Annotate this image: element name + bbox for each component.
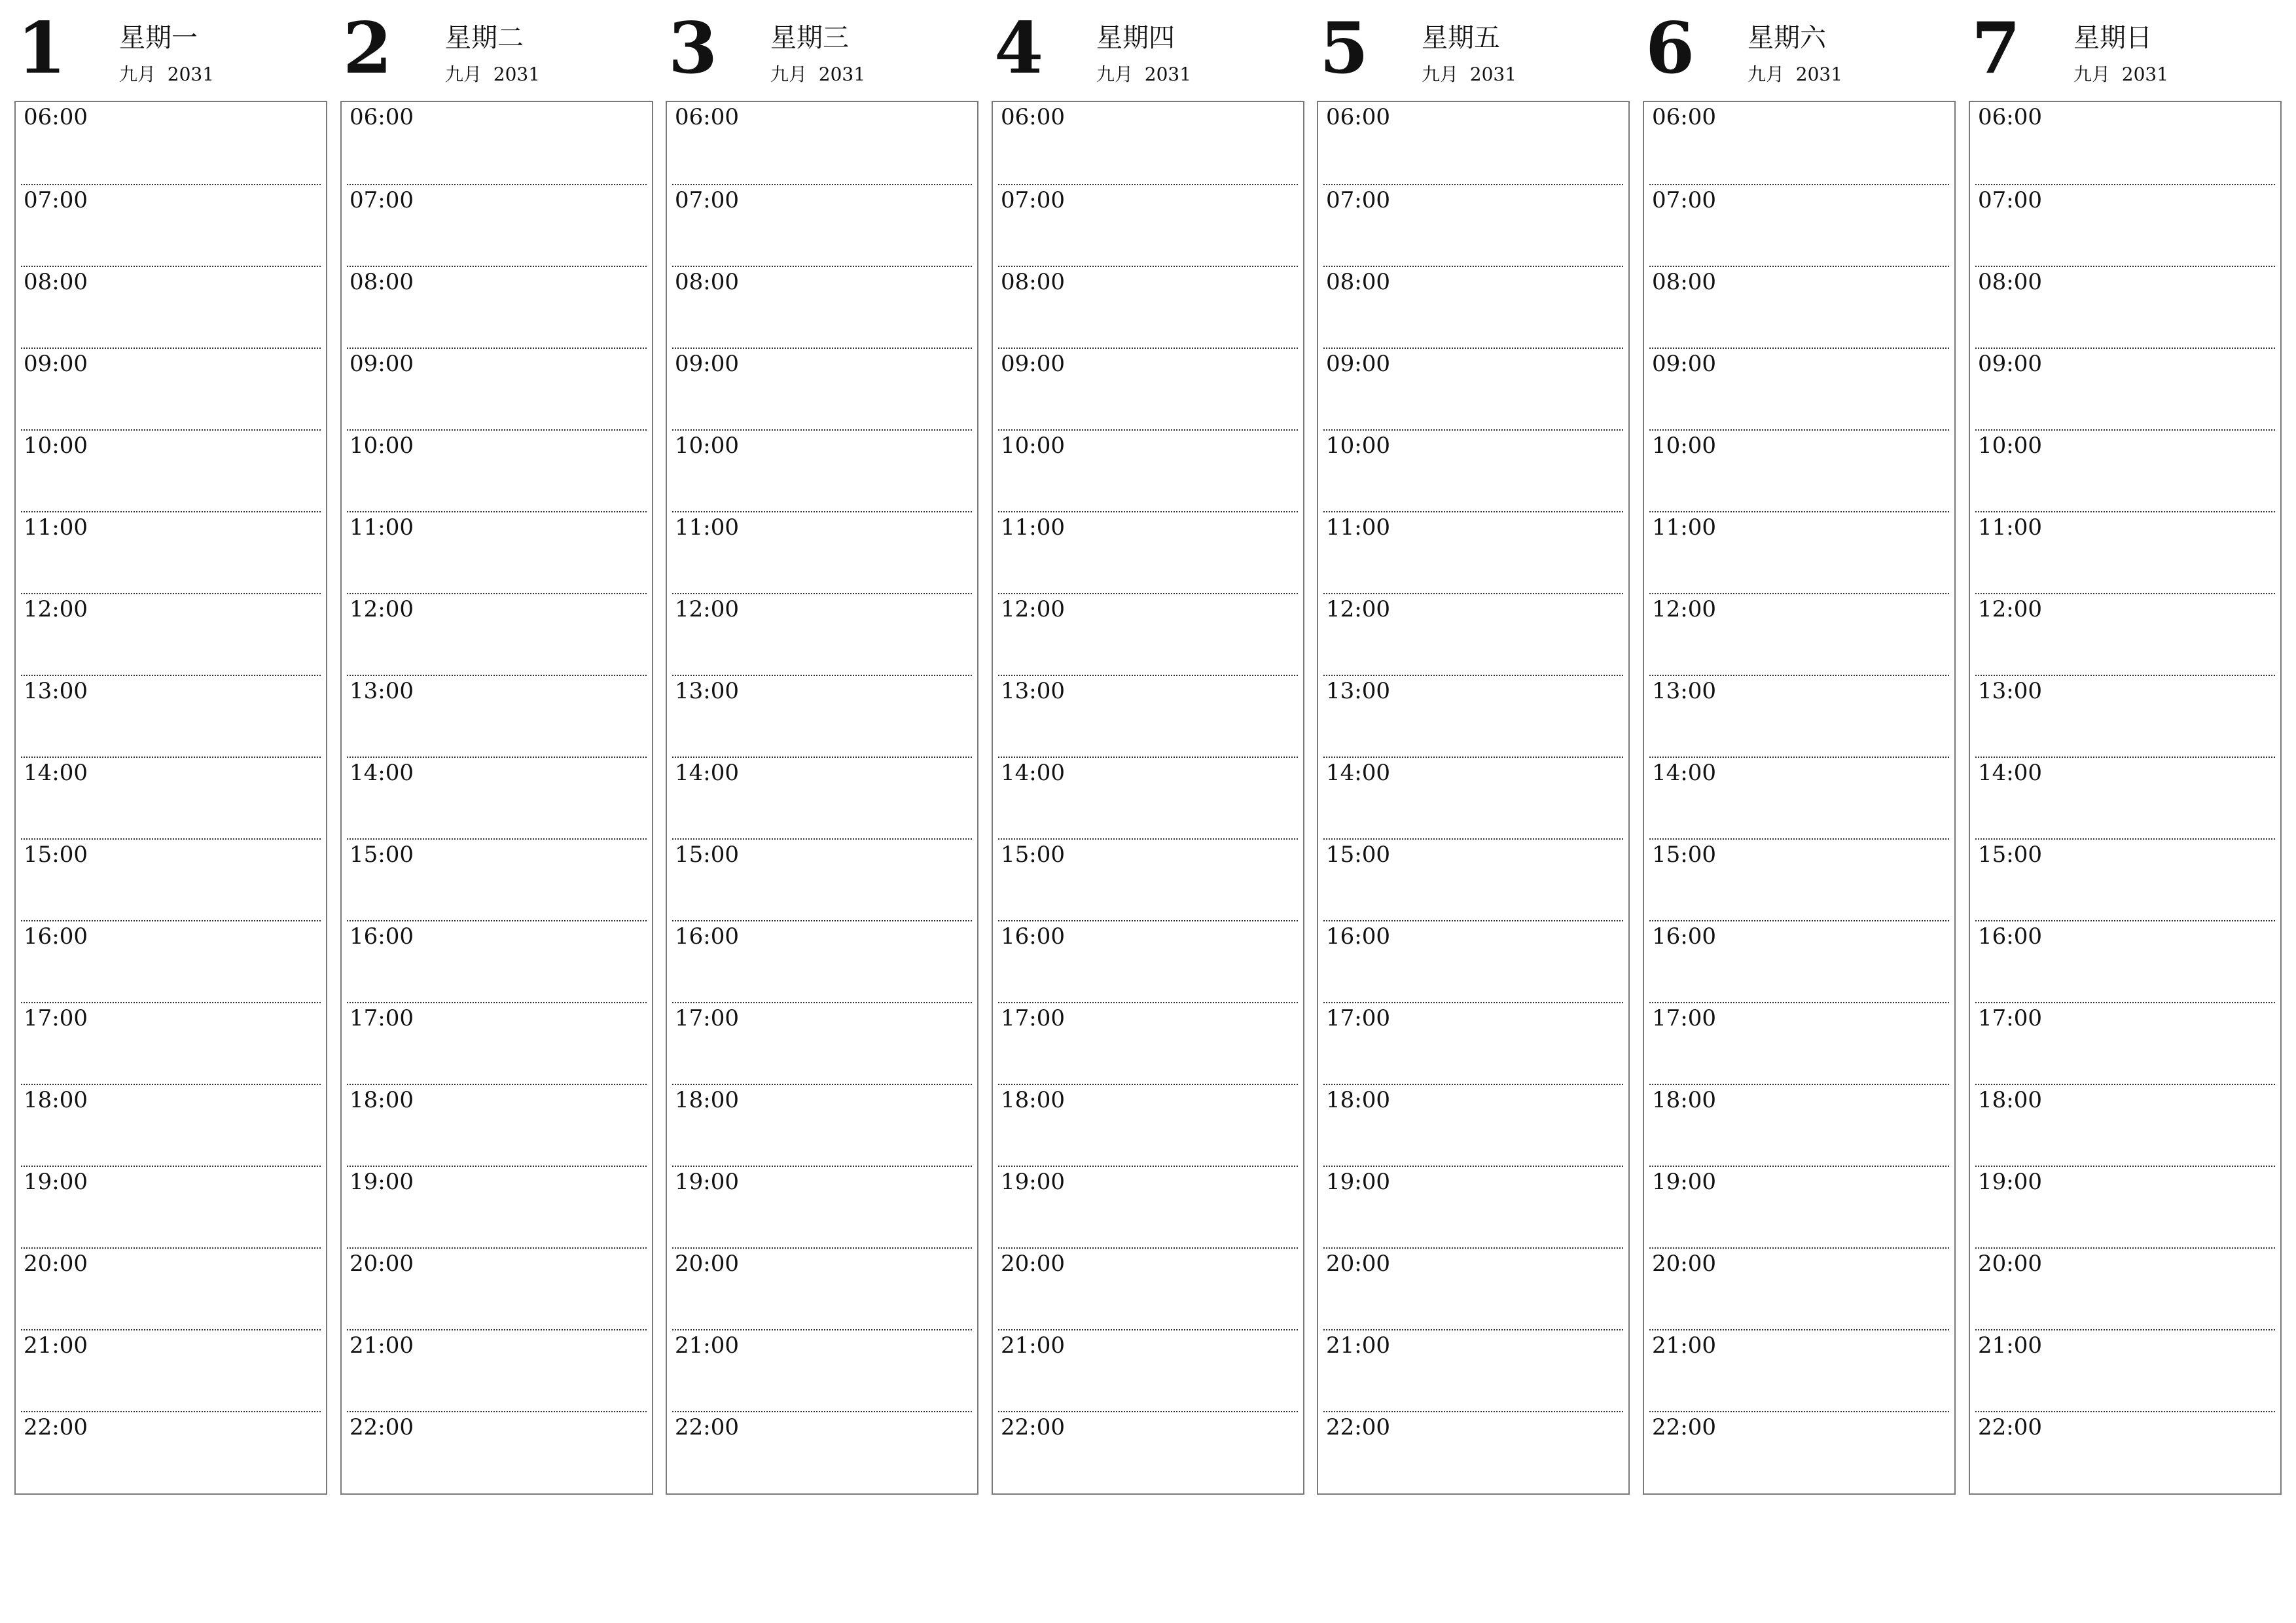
day-number: 5 xyxy=(1319,7,1369,90)
hour-label: 12:00 xyxy=(1326,596,1390,622)
hour-label: 17:00 xyxy=(1652,1005,1716,1031)
hour-slot[interactable] xyxy=(1649,1411,1949,1494)
hour-slot[interactable] xyxy=(347,266,647,349)
hour-label: 22:00 xyxy=(1978,1414,2042,1440)
hour-label: 16:00 xyxy=(1978,923,2042,950)
hour-slot[interactable] xyxy=(347,757,647,840)
day-number: 4 xyxy=(994,7,1044,90)
hour-slot[interactable] xyxy=(998,102,1298,184)
hour-slot[interactable] xyxy=(998,1411,1298,1494)
hour-label: 12:00 xyxy=(1001,596,1065,622)
hour-slot[interactable] xyxy=(21,1002,321,1085)
day-column xyxy=(340,0,653,1499)
hour-slot[interactable] xyxy=(21,1329,321,1412)
hour-label: 08:00 xyxy=(350,269,414,295)
hour-slot[interactable] xyxy=(1975,1084,2275,1167)
hour-slot[interactable] xyxy=(672,1084,972,1167)
hour-slot[interactable] xyxy=(1649,348,1949,431)
hour-label: 13:00 xyxy=(1652,678,1716,704)
hour-label: 19:00 xyxy=(1326,1169,1390,1195)
weekday-name: 星期三 xyxy=(770,23,849,53)
day-number: 3 xyxy=(668,7,718,90)
hour-slot[interactable] xyxy=(347,1247,647,1330)
hour-slot[interactable] xyxy=(21,838,321,921)
hour-slot[interactable] xyxy=(1649,1247,1949,1330)
weekday-name: 星期五 xyxy=(1422,23,1500,53)
hour-slot[interactable] xyxy=(1975,757,2275,840)
hour-label: 15:00 xyxy=(675,842,739,868)
hour-slot[interactable] xyxy=(1323,1329,1623,1412)
hour-label: 11:00 xyxy=(350,514,414,541)
month-year-label: 九月 2031 xyxy=(1422,63,1517,85)
hour-label: 15:00 xyxy=(24,842,88,868)
hour-slot[interactable] xyxy=(1649,1002,1949,1085)
hour-label: 16:00 xyxy=(350,923,414,950)
weekday-name: 星期一 xyxy=(119,23,198,53)
hour-slot[interactable] xyxy=(672,593,972,676)
hour-label: 20:00 xyxy=(675,1251,739,1277)
hour-slot[interactable] xyxy=(1649,184,1949,267)
hour-slot[interactable] xyxy=(1323,593,1623,676)
hour-label: 21:00 xyxy=(1001,1332,1065,1359)
hour-label: 19:00 xyxy=(24,1169,88,1195)
hour-slot[interactable] xyxy=(21,1411,321,1494)
hour-label: 14:00 xyxy=(350,760,414,786)
hour-label: 09:00 xyxy=(350,351,414,377)
hour-label: 18:00 xyxy=(675,1087,739,1113)
hour-slot[interactable] xyxy=(998,1247,1298,1330)
hour-label: 19:00 xyxy=(1978,1169,2042,1195)
hour-label: 11:00 xyxy=(1652,514,1716,541)
hour-label: 07:00 xyxy=(675,187,739,213)
hour-slot[interactable] xyxy=(1975,1247,2275,1330)
hour-slot[interactable] xyxy=(21,429,321,512)
hour-slot[interactable] xyxy=(21,675,321,758)
hour-label: 19:00 xyxy=(1001,1169,1065,1195)
hour-label: 10:00 xyxy=(24,433,88,459)
hour-label: 19:00 xyxy=(675,1169,739,1195)
hour-slot[interactable] xyxy=(1649,838,1949,921)
hour-label: 15:00 xyxy=(1001,842,1065,868)
hour-slot[interactable] xyxy=(1323,1411,1623,1494)
hour-label: 07:00 xyxy=(1001,187,1065,213)
hour-label: 18:00 xyxy=(1326,1087,1390,1113)
hour-label: 16:00 xyxy=(24,923,88,950)
hour-label: 13:00 xyxy=(24,678,88,704)
hour-slot[interactable] xyxy=(1975,348,2275,431)
hour-slot[interactable] xyxy=(998,1002,1298,1085)
hour-label: 09:00 xyxy=(1001,351,1065,377)
hour-slot[interactable] xyxy=(1975,102,2275,184)
hour-label: 11:00 xyxy=(675,514,739,541)
hour-slot[interactable] xyxy=(347,184,647,267)
hour-slot[interactable] xyxy=(998,348,1298,431)
hour-slot[interactable] xyxy=(21,1084,321,1167)
day-column xyxy=(1969,0,2282,1499)
day-column xyxy=(666,0,978,1499)
hour-slot[interactable] xyxy=(1975,675,2275,758)
hour-slot[interactable] xyxy=(347,429,647,512)
hour-label: 22:00 xyxy=(1652,1414,1716,1440)
weekday-name: 星期二 xyxy=(445,23,524,53)
hour-label: 22:00 xyxy=(675,1414,739,1440)
hour-slot[interactable] xyxy=(347,102,647,184)
hour-slot[interactable] xyxy=(672,1166,972,1249)
hour-slot[interactable] xyxy=(998,675,1298,758)
hour-label: 11:00 xyxy=(1326,514,1390,541)
hour-label: 17:00 xyxy=(350,1005,414,1031)
hour-slot[interactable] xyxy=(347,675,647,758)
hour-label: 18:00 xyxy=(1978,1087,2042,1113)
hour-label: 07:00 xyxy=(350,187,414,213)
hour-label: 09:00 xyxy=(1652,351,1716,377)
hour-slot[interactable] xyxy=(21,511,321,594)
hour-slot[interactable] xyxy=(998,838,1298,921)
hour-label: 14:00 xyxy=(1001,760,1065,786)
weekday-name: 星期日 xyxy=(2073,23,2152,53)
hour-label: 20:00 xyxy=(1978,1251,2042,1277)
hour-slot[interactable] xyxy=(1649,675,1949,758)
hour-label: 18:00 xyxy=(1652,1087,1716,1113)
hour-label: 10:00 xyxy=(675,433,739,459)
hour-slot[interactable] xyxy=(672,511,972,594)
hour-slot[interactable] xyxy=(998,1084,1298,1167)
hour-slot[interactable] xyxy=(1975,1002,2275,1085)
hour-label: 18:00 xyxy=(24,1087,88,1113)
hour-label: 09:00 xyxy=(675,351,739,377)
hour-label: 11:00 xyxy=(24,514,88,541)
hour-slot[interactable] xyxy=(347,593,647,676)
weekday-name: 星期四 xyxy=(1096,23,1175,53)
hour-slot[interactable] xyxy=(1649,511,1949,594)
hour-label: 12:00 xyxy=(350,596,414,622)
hour-label: 09:00 xyxy=(24,351,88,377)
hour-label: 08:00 xyxy=(24,269,88,295)
hour-label: 20:00 xyxy=(1652,1251,1716,1277)
hour-label: 22:00 xyxy=(1001,1414,1065,1440)
hour-slot[interactable] xyxy=(21,102,321,184)
day-number: 2 xyxy=(343,7,393,90)
hour-slot[interactable] xyxy=(672,1329,972,1412)
hour-slot[interactable] xyxy=(672,429,972,512)
hour-label: 09:00 xyxy=(1326,351,1390,377)
hour-slot[interactable] xyxy=(1975,511,2275,594)
hour-slot[interactable] xyxy=(1975,1329,2275,1412)
hour-label: 10:00 xyxy=(1001,433,1065,459)
hour-slot[interactable] xyxy=(672,266,972,349)
hour-slot[interactable] xyxy=(672,348,972,431)
hour-label: 15:00 xyxy=(1652,842,1716,868)
hour-label: 08:00 xyxy=(1001,269,1065,295)
hour-label: 15:00 xyxy=(1326,842,1390,868)
hour-label: 13:00 xyxy=(1001,678,1065,704)
hour-label: 06:00 xyxy=(1326,104,1390,130)
hour-label: 21:00 xyxy=(1326,1332,1390,1359)
weekday-name: 星期六 xyxy=(1748,23,1826,53)
hour-slot[interactable] xyxy=(1323,757,1623,840)
hour-label: 06:00 xyxy=(1978,104,2042,130)
hour-label: 11:00 xyxy=(1978,514,2042,541)
hour-slot[interactable] xyxy=(347,838,647,921)
hour-slot[interactable] xyxy=(672,184,972,267)
day-schedule-box xyxy=(1643,101,1956,1495)
hour-slot[interactable] xyxy=(1323,511,1623,594)
hour-slot[interactable] xyxy=(21,920,321,1003)
hour-label: 17:00 xyxy=(1978,1005,2042,1031)
hour-slot[interactable] xyxy=(1649,1329,1949,1412)
hour-slot[interactable] xyxy=(1975,920,2275,1003)
hour-slot[interactable] xyxy=(1975,266,2275,349)
hour-slot[interactable] xyxy=(21,1166,321,1249)
month-year-label: 九月 2031 xyxy=(1748,63,1843,85)
hour-slot[interactable] xyxy=(21,266,321,349)
hour-label: 20:00 xyxy=(1001,1251,1065,1277)
hour-label: 12:00 xyxy=(24,596,88,622)
month-year-label: 九月 2031 xyxy=(1096,63,1192,85)
hour-label: 14:00 xyxy=(675,760,739,786)
day-column xyxy=(992,0,1304,1499)
hour-slot[interactable] xyxy=(21,593,321,676)
hour-slot[interactable] xyxy=(347,1166,647,1249)
hour-label: 13:00 xyxy=(1326,678,1390,704)
day-schedule-box xyxy=(666,101,978,1495)
hour-label: 20:00 xyxy=(24,1251,88,1277)
hour-label: 17:00 xyxy=(1326,1005,1390,1031)
hour-label: 10:00 xyxy=(1978,433,2042,459)
hour-label: 15:00 xyxy=(350,842,414,868)
day-number: 1 xyxy=(17,7,67,90)
hour-slot[interactable] xyxy=(347,920,647,1003)
hour-label: 10:00 xyxy=(1326,433,1390,459)
hour-label: 16:00 xyxy=(1652,923,1716,950)
hour-label: 17:00 xyxy=(675,1005,739,1031)
hour-slot[interactable] xyxy=(1975,1411,2275,1494)
hour-slot[interactable] xyxy=(1323,184,1623,267)
hour-slot[interactable] xyxy=(21,184,321,267)
month-year-label: 九月 2031 xyxy=(445,63,541,85)
hour-label: 06:00 xyxy=(1652,104,1716,130)
hour-slot[interactable] xyxy=(21,1247,321,1330)
day-number: 6 xyxy=(1645,7,1695,90)
day-column xyxy=(1317,0,1630,1499)
hour-slot[interactable] xyxy=(1649,1084,1949,1167)
day-schedule-box xyxy=(14,101,327,1495)
hour-label: 08:00 xyxy=(675,269,739,295)
hour-label: 14:00 xyxy=(24,760,88,786)
hour-slot[interactable] xyxy=(21,757,321,840)
hour-slot[interactable] xyxy=(1323,1247,1623,1330)
hour-label: 07:00 xyxy=(1326,187,1390,213)
hour-slot[interactable] xyxy=(1649,266,1949,349)
hour-label: 10:00 xyxy=(350,433,414,459)
hour-label: 07:00 xyxy=(1652,187,1716,213)
hour-label: 06:00 xyxy=(1001,104,1065,130)
hour-slot[interactable] xyxy=(1975,838,2275,921)
hour-label: 13:00 xyxy=(350,678,414,704)
hour-slot[interactable] xyxy=(1323,266,1623,349)
hour-slot[interactable] xyxy=(998,1166,1298,1249)
hour-slot[interactable] xyxy=(347,511,647,594)
hour-label: 12:00 xyxy=(1652,596,1716,622)
hour-label: 18:00 xyxy=(1001,1087,1065,1113)
hour-slot[interactable] xyxy=(998,1329,1298,1412)
hour-label: 09:00 xyxy=(1978,351,2042,377)
hour-label: 15:00 xyxy=(1978,842,2042,868)
hour-slot[interactable] xyxy=(1649,102,1949,184)
hour-slot[interactable] xyxy=(672,838,972,921)
hour-slot[interactable] xyxy=(1323,838,1623,921)
hour-label: 20:00 xyxy=(1326,1251,1390,1277)
hour-slot[interactable] xyxy=(1323,1166,1623,1249)
hour-slot[interactable] xyxy=(672,1247,972,1330)
hour-slot[interactable] xyxy=(1323,1002,1623,1085)
hour-slot[interactable] xyxy=(1323,920,1623,1003)
hour-label: 08:00 xyxy=(1978,269,2042,295)
hour-slot[interactable] xyxy=(998,266,1298,349)
month-year-label: 九月 2031 xyxy=(770,63,866,85)
hour-label: 21:00 xyxy=(675,1332,739,1359)
hour-slot[interactable] xyxy=(672,1411,972,1494)
hour-slot[interactable] xyxy=(672,920,972,1003)
hour-slot[interactable] xyxy=(347,1084,647,1167)
hour-slot[interactable] xyxy=(998,184,1298,267)
hour-label: 14:00 xyxy=(1978,760,2042,786)
hour-slot[interactable] xyxy=(998,593,1298,676)
hour-slot[interactable] xyxy=(672,675,972,758)
hour-label: 06:00 xyxy=(24,104,88,130)
hour-slot[interactable] xyxy=(347,348,647,431)
hour-label: 17:00 xyxy=(24,1005,88,1031)
month-year-label: 九月 2031 xyxy=(2073,63,2169,85)
hour-slot[interactable] xyxy=(998,920,1298,1003)
day-column xyxy=(14,0,327,1499)
hour-label: 16:00 xyxy=(1001,923,1065,950)
hour-label: 18:00 xyxy=(350,1087,414,1113)
hour-label: 19:00 xyxy=(1652,1169,1716,1195)
hour-label: 13:00 xyxy=(1978,678,2042,704)
hour-slot[interactable] xyxy=(1975,1166,2275,1249)
day-column xyxy=(1643,0,1956,1499)
hour-label: 22:00 xyxy=(1326,1414,1390,1440)
hour-slot[interactable] xyxy=(672,757,972,840)
hour-label: 21:00 xyxy=(1652,1332,1716,1359)
hour-slot[interactable] xyxy=(1323,675,1623,758)
hour-label: 16:00 xyxy=(675,923,739,950)
hour-slot[interactable] xyxy=(347,1002,647,1085)
hour-label: 08:00 xyxy=(1652,269,1716,295)
hour-label: 14:00 xyxy=(1326,760,1390,786)
hour-slot[interactable] xyxy=(21,348,321,431)
day-number: 7 xyxy=(1971,7,2021,90)
hour-label: 11:00 xyxy=(1001,514,1065,541)
hour-slot[interactable] xyxy=(1323,429,1623,512)
hour-label: 14:00 xyxy=(1652,760,1716,786)
hour-label: 06:00 xyxy=(350,104,414,130)
day-schedule-box xyxy=(1969,101,2282,1495)
hour-label: 12:00 xyxy=(1978,596,2042,622)
hour-slot[interactable] xyxy=(1649,429,1949,512)
day-schedule-box xyxy=(992,101,1304,1495)
hour-slot[interactable] xyxy=(1975,184,2275,267)
hour-label: 10:00 xyxy=(1652,433,1716,459)
hour-label: 21:00 xyxy=(24,1332,88,1359)
hour-slot[interactable] xyxy=(1975,593,2275,676)
hour-label: 06:00 xyxy=(675,104,739,130)
hour-slot[interactable] xyxy=(998,429,1298,512)
hour-slot[interactable] xyxy=(1975,429,2275,512)
hour-label: 16:00 xyxy=(1326,923,1390,950)
hour-slot[interactable] xyxy=(1323,348,1623,431)
hour-slot[interactable] xyxy=(672,102,972,184)
hour-slot[interactable] xyxy=(1649,1166,1949,1249)
hour-label: 07:00 xyxy=(1978,187,2042,213)
hour-label: 20:00 xyxy=(350,1251,414,1277)
hour-slot[interactable] xyxy=(1649,920,1949,1003)
hour-label: 07:00 xyxy=(24,187,88,213)
hour-label: 21:00 xyxy=(1978,1332,2042,1359)
hour-slot[interactable] xyxy=(1649,757,1949,840)
hour-label: 12:00 xyxy=(675,596,739,622)
hour-slot[interactable] xyxy=(1323,1084,1623,1167)
hour-slot[interactable] xyxy=(1323,102,1623,184)
hour-label: 08:00 xyxy=(1326,269,1390,295)
hour-label: 22:00 xyxy=(24,1414,88,1440)
hour-label: 22:00 xyxy=(350,1414,414,1440)
day-schedule-box xyxy=(1317,101,1630,1495)
hour-slot[interactable] xyxy=(998,757,1298,840)
month-year-label: 九月 2031 xyxy=(119,63,215,85)
hour-label: 13:00 xyxy=(675,678,739,704)
hour-slot[interactable] xyxy=(998,511,1298,594)
hour-label: 19:00 xyxy=(350,1169,414,1195)
hour-label: 21:00 xyxy=(350,1332,414,1359)
hour-slot[interactable] xyxy=(1649,593,1949,676)
day-schedule-box xyxy=(340,101,653,1495)
hour-slot[interactable] xyxy=(347,1329,647,1412)
hour-slot[interactable] xyxy=(672,1002,972,1085)
hour-label: 17:00 xyxy=(1001,1005,1065,1031)
hour-slot[interactable] xyxy=(347,1411,647,1494)
